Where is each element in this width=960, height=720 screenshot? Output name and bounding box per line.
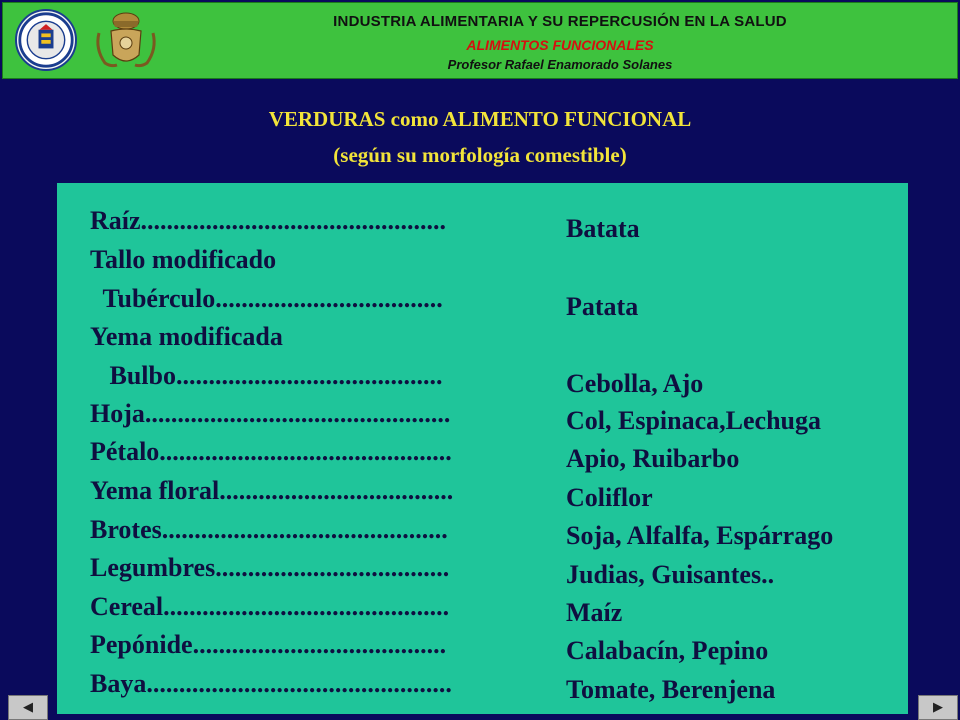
list-item-left: Tallo modificado (90, 245, 277, 274)
list-item-left: Legumbres.................................... (90, 553, 450, 582)
list-item-left: Hoja............................................... (90, 399, 451, 428)
slide-header (2, 2, 958, 79)
course-title: INDUSTRIA ALIMENTARIA Y SU REPERCUSIÓN EN LA SALUD (333, 13, 787, 30)
slide-subtitle: (según su morfología comestible) (333, 143, 627, 167)
heraldic-crest-logo (91, 9, 161, 75)
slide-title: VERDURAS como ALIMENTO FUNCIONAL (268, 107, 692, 131)
list-item-right: Cebolla, Ajo (566, 369, 704, 398)
list-item-right: Maíz (566, 598, 623, 627)
professor-name: Profesor Rafael Enamorado Solanes (447, 57, 673, 72)
triangle-left-icon: ◀ (23, 700, 33, 715)
list-item-left: Bulbo......................................... (90, 361, 443, 390)
previous-slide-button[interactable] (8, 695, 48, 720)
list-item-left: Yema modificada (90, 322, 283, 351)
next-slide-button[interactable] (918, 695, 958, 720)
list-item-left: Yema floral.................................... (90, 476, 454, 505)
list-item-right: Tomate, Berenjena (566, 675, 776, 704)
list-item-left: Pétalo............................................. (90, 437, 452, 466)
list-item-left: Baya............................................... (90, 669, 452, 698)
list-item-left: Brotes............................................ (90, 515, 448, 544)
university-seal-logo (15, 9, 77, 71)
list-item-right: Patata (566, 292, 639, 321)
list-item-left: Raíz............................................... (90, 206, 447, 235)
list-item-right: Judias, Guisantes.. (566, 560, 775, 589)
list-item-left: Cereal............................................ (90, 592, 450, 621)
topic-subtitle: ALIMENTOS FUNCIONALES (466, 37, 654, 53)
list-item-left: Tubérculo................................... (90, 284, 443, 313)
list-item-right: Col, Espinaca,Lechuga (566, 406, 821, 435)
list-item-left: Pepónide....................................... (90, 630, 447, 659)
list-item-right: Batata (566, 214, 640, 243)
list-item-right: Soja, Alfalfa, Espárrago (566, 521, 834, 550)
list-item-right: Apio, Ruibarbo (566, 444, 740, 473)
triangle-right-icon: ▶ (933, 700, 943, 715)
list-item-right: Calabacín, Pepino (566, 636, 769, 665)
list-item-right: Coliflor (566, 483, 653, 512)
